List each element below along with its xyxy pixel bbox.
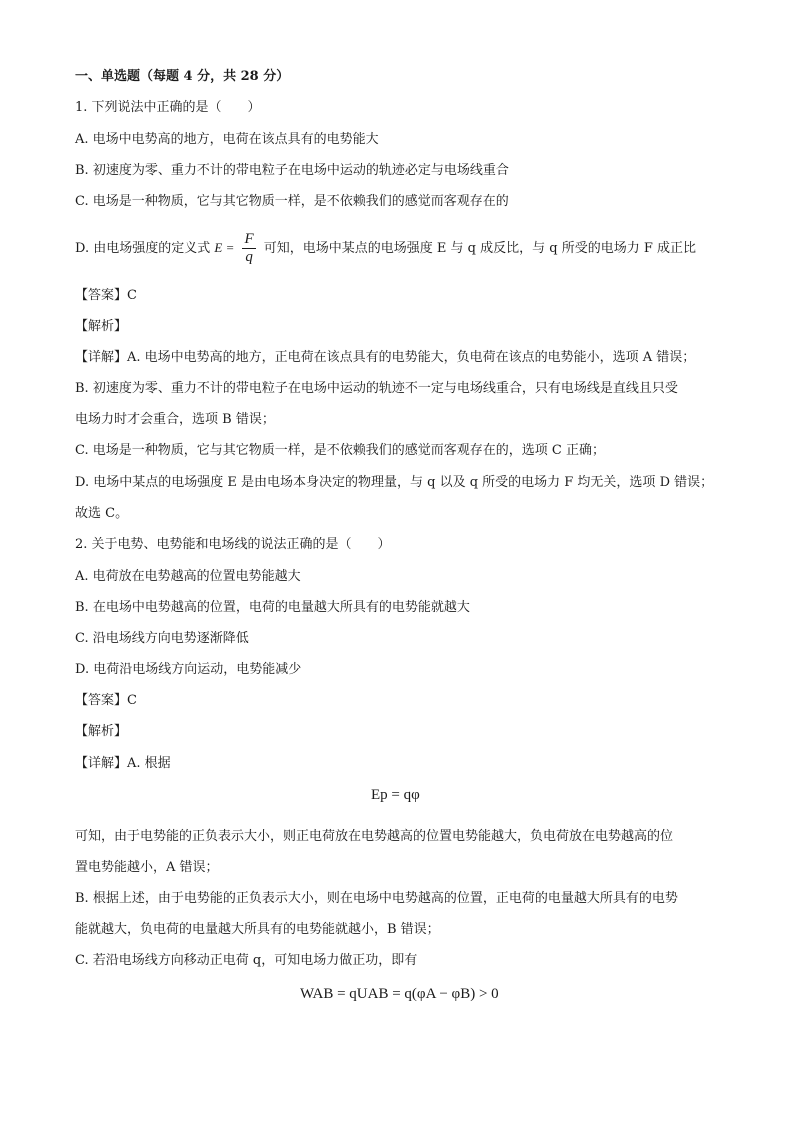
question-2-detail-4: 能就越大，负电荷的电量越大所具有的电势能就越小，B 错误； <box>75 922 440 937</box>
question-1-conclusion: 故选 C。 <box>75 506 129 521</box>
option-d-formula-lhs: E = <box>214 240 235 255</box>
section-title: 一、单选题（每题 4 分，共 28 分） <box>75 69 290 84</box>
question-1-detail-4: C. 电场是一种物质，它与其它物质一样，是不依赖我们的感觉而客观存在的，选项 C 正确； <box>75 443 605 458</box>
question-1-option-a: A. 电场中电势高的地方，电荷在该点具有的电势能大 <box>75 132 379 147</box>
question-1-option-d <box>75 226 696 271</box>
question-1-detail-5: D. 电场中某点的电场强度 E 是由电场本身决定的物理量，与 q 以及 q 所受的电场力 F 均无关，选项 D 错误； <box>75 475 714 490</box>
question-1-detail-2: B. 初速度为零、重力不计的带电粒子在电场中运动的轨迹不一定与电场线重合，只有电场线是直线且只受 <box>75 381 678 396</box>
question-2-option-c: C. 沿电场线方向电势逐渐降低 <box>75 631 249 646</box>
option-d-fraction <box>242 231 255 266</box>
fraction-numerator: F <box>244 231 254 247</box>
fraction-denominator: q <box>245 249 253 265</box>
formula-potential-energy: Ep = qφ <box>371 787 420 803</box>
question-2-detail-3: B. 根据上述，由于电势能的正负表示大小，则在电场中电势越高的位置，正电荷的电量越大所具有的电势 <box>75 891 678 906</box>
question-2-stem: 2. 关于电势、电势能和电场线的说法正确的是（ ） <box>75 537 391 552</box>
question-2-option-b: B. 在电场中电势越高的位置，电荷的电量越大所具有的电势能就越大 <box>75 600 470 615</box>
question-1-answer: 【答案】C <box>75 288 137 303</box>
question-1-analysis-label: 【解析】 <box>75 319 128 334</box>
question-2-analysis-label: 【解析】 <box>75 724 128 739</box>
question-1-option-b: B. 初速度为零、重力不计的带电粒子在电场中运动的轨迹必定与电场线重合 <box>75 163 509 178</box>
question-2-detail-intro: 【详解】A. 根据 <box>75 756 171 771</box>
question-2-detail-1: 可知，由于电势能的正负表示大小，则正电荷放在电势越高的位置电势能越大，负电荷放在电势越高的位 <box>75 829 674 844</box>
option-d-suffix: 可知，电场中某点的电场强度 E 与 q 成反比，与 q 所受的电场力 F 成正比 <box>263 241 697 256</box>
question-1-stem: 1. 下列说法中正确的是（ ） <box>75 100 261 115</box>
question-1-detail-1: 【详解】A. 电场中电势高的地方，正电荷在该点具有的电势能大，负电荷在该点的电势能小，选项 A 错误； <box>75 350 696 365</box>
question-2-detail-2: 置电势能越小，A 错误； <box>75 860 219 875</box>
formula-work-done: WAB = qUAB = q(φA − φB) > 0 <box>300 986 499 1002</box>
question-1-detail-3: 电场力时才会重合，选项 B 错误； <box>75 412 275 427</box>
question-2-option-a: A. 电荷放在电势越高的位置电势能越大 <box>75 569 301 584</box>
question-2-answer: 【答案】C <box>75 693 137 708</box>
question-2-option-d: D. 电荷沿电场线方向运动，电势能减少 <box>75 662 302 677</box>
question-1-option-c: C. 电场是一种物质，它与其它物质一样，是不依赖我们的感觉而客观存在的 <box>75 194 509 209</box>
option-d-prefix: D. 由电场强度的定义式 <box>75 241 211 256</box>
question-2-detail-5: C. 若沿电场线方向移动正电荷 q，可知电场力做正功，即有 <box>75 953 418 968</box>
